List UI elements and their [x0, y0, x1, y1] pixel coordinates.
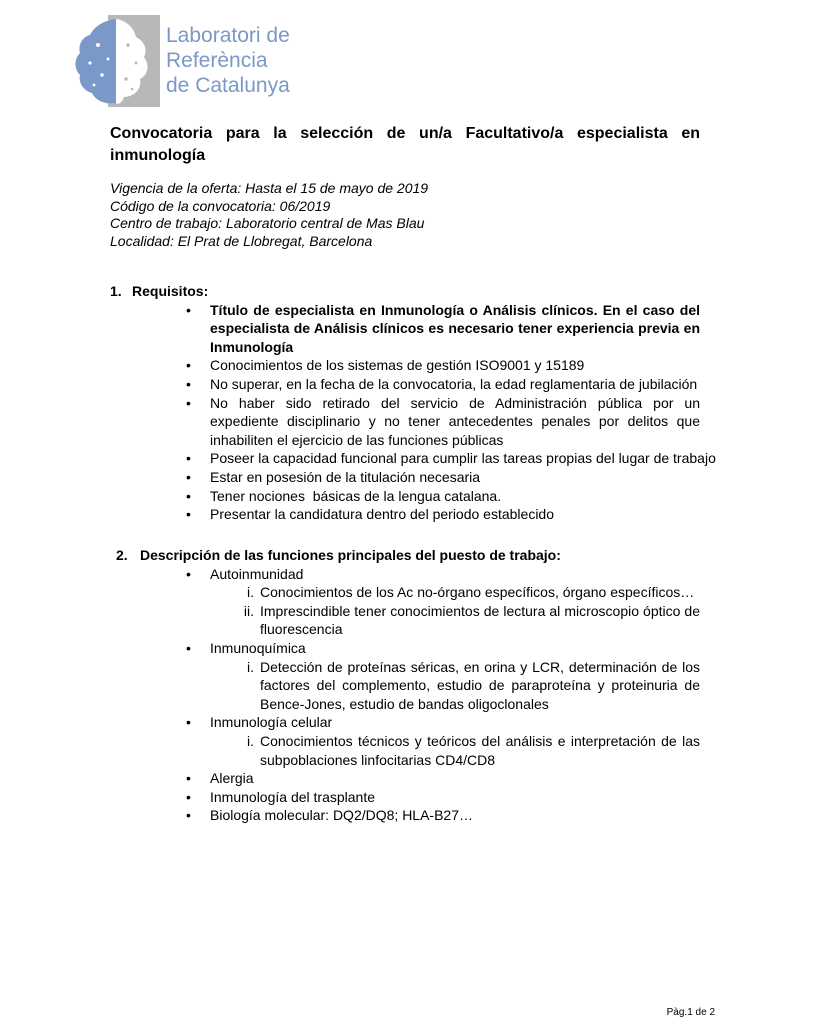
logo-line-2: Referència [166, 49, 268, 72]
bullet-icon: • [186, 301, 191, 318]
list-item: • Estar en posesión de la titulación necesaria [186, 468, 481, 485]
offer-location: Localidad: El Prat de Llobregat, Barcelona [110, 232, 373, 249]
section-number: 1. [110, 283, 122, 299]
list-item: • Poseer la capacidad funcional para cumplir las tareas propias del lugar de trabajo [186, 450, 716, 467]
sub-list-item: i. Detección de proteínas séricas, en orina y LCR, determinación de los factores del complemento, estudio de paraproteína y proteinuria de Bence-Jones, estudio de bandas oligoclonales [247, 658, 700, 712]
list-item: • No haber sido retirado del servicio de Administración pública por un expediente disciplinario y no tener antecedentes penales por delitos que inhabiliten el ejercicio de las funciones públicas [186, 394, 700, 448]
bullet-icon: • [186, 450, 191, 467]
bullet-icon: • [186, 506, 191, 523]
list-item: • Alergia [186, 770, 254, 787]
offer-validity: Vigencia de la oferta: Hasta el 15 de mayo de 2019 [110, 180, 429, 196]
section-heading [110, 546, 700, 565]
list-item: • Presentar la candidatura dentro del periodo establecido [186, 506, 555, 523]
offer-code: Código de la convocatoria: 06/2019 [110, 197, 331, 214]
section-number: 2. [116, 547, 128, 563]
bullet-icon: • [186, 639, 191, 656]
list-item: • Inmunoquímica [186, 639, 306, 656]
list-item: • Biología molecular: DQ2/DQ8; HLA-B27… [186, 807, 473, 824]
list-item: • Título de especialista en Inmunología o Análisis clínicos. En el caso del especialista de Análisis clínicos es necesario tener experiencia previa en Inmunología [186, 301, 700, 355]
list-item: • Conocimientos de los sistemas de gestión ISO9001 y 15189 [186, 357, 585, 374]
bullet-icon: • [186, 807, 191, 824]
logo [72, 15, 312, 110]
section-title: Requisitos: [132, 283, 209, 299]
logo-tree-icon [72, 15, 160, 107]
functions-list [110, 565, 700, 584]
logo-line-3: de Catalunya [166, 74, 290, 97]
list-item: • Inmunología del trasplante [186, 788, 375, 805]
list-item: • Inmunología celular [186, 714, 333, 731]
offer-details [110, 180, 700, 250]
sublist [110, 658, 700, 714]
sublist [110, 583, 700, 639]
list-item: • Autoinmunidad [186, 565, 304, 582]
section-requirements [110, 282, 716, 524]
list-item: • Tener nociones básicas de la lengua catalana. [186, 487, 502, 504]
requirements-list [110, 301, 716, 524]
section-heading [110, 282, 700, 301]
section-functions [110, 546, 700, 825]
sub-list-item: ii. Imprescindible tener conocimientos de lectura al microscopio óptico de fluorescencia [243, 602, 700, 638]
section-title: Descripción de las funciones principales del puesto de trabajo: [140, 547, 561, 563]
offer-workplace: Centro de trabajo: Laboratorio central de Mas Blau [110, 215, 425, 232]
bullet-icon: • [186, 394, 191, 411]
list-item: • No superar, en la fecha de la convocatoria, la edad reglamentaria de jubilación [186, 375, 698, 392]
page-number: Pàg.1 de 2 [666, 1007, 715, 1018]
sub-list-item: i. Conocimientos de los Ac no-órgano específicos, órgano específicos… [247, 584, 695, 601]
logo-line-1: Laboratori de [166, 24, 290, 47]
bullet-icon: • [186, 357, 191, 374]
bullet-icon: • [186, 487, 191, 504]
bullet-icon: • [186, 468, 191, 485]
sublist [110, 732, 700, 769]
bullet-icon: • [186, 770, 191, 787]
bullet-icon: • [186, 788, 191, 805]
bullet-icon: • [186, 375, 191, 392]
logo-wordmark [166, 23, 290, 98]
bullet-icon: • [186, 565, 191, 582]
bullet-icon: • [186, 714, 191, 731]
document-title: Convocatoria para la selección de un/a Facultativo/a especialista en inmunología [110, 125, 700, 164]
sub-list-item: i. Conocimientos técnicos y teóricos del análisis e interpretación de las subpoblaciones linfocitarias CD4/CD8 [247, 732, 700, 768]
